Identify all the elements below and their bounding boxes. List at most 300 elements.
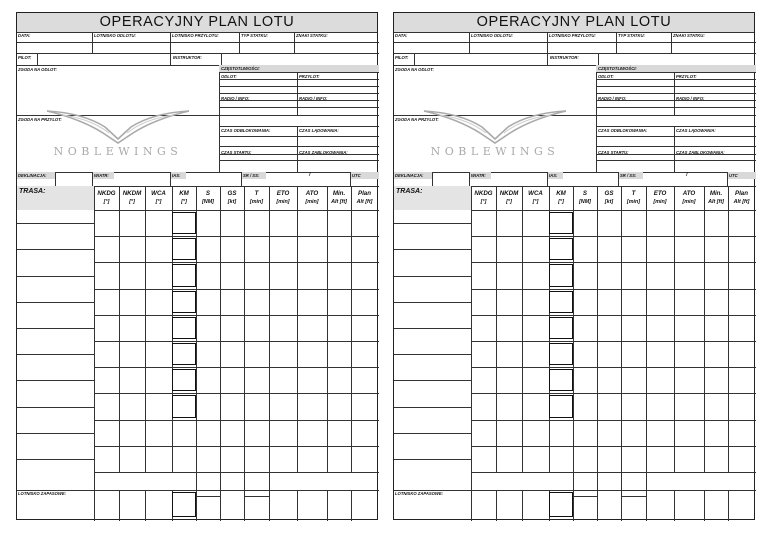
cell-min[interactable] <box>327 236 351 262</box>
cell-ato[interactable] <box>297 262 327 288</box>
cell-ato[interactable] <box>674 420 704 446</box>
cell-eto[interactable] <box>646 341 674 367</box>
cell-s[interactable] <box>196 289 220 315</box>
pilot-field[interactable] <box>37 53 170 65</box>
label-ias: IAS: <box>549 173 558 178</box>
cell-ato[interactable] <box>674 236 704 262</box>
cell-nkdg[interactable] <box>471 367 496 393</box>
cell-nkdg[interactable] <box>471 315 496 341</box>
cell-nkdg[interactable] <box>471 236 496 262</box>
cell-nkdg[interactable] <box>94 315 119 341</box>
label-przylot: PRZYLOT: <box>676 74 697 79</box>
cell-s[interactable] <box>573 289 597 315</box>
ias-field[interactable] <box>186 172 241 186</box>
cell-s[interactable] <box>573 420 597 446</box>
cell-nkdg[interactable] <box>94 262 119 288</box>
cell-gs[interactable] <box>597 393 621 419</box>
cell-s[interactable] <box>573 236 597 262</box>
cell-ato[interactable] <box>297 367 327 393</box>
departure-airport-field[interactable] <box>469 42 547 53</box>
cell-nkdg[interactable] <box>471 446 496 472</box>
cell-plan[interactable] <box>728 210 755 236</box>
label-zgoda-odlot: ZGODA NA ODLOT: <box>18 67 57 72</box>
alternate-cell-plan[interactable] <box>728 490 755 521</box>
cell-s[interactable] <box>196 315 220 341</box>
cell-nkdm[interactable] <box>496 393 522 419</box>
alternate-cell-wca[interactable] <box>145 490 172 521</box>
cell-ato[interactable] <box>297 393 327 419</box>
alternate-cell-ato[interactable] <box>674 490 704 521</box>
cell-s[interactable] <box>573 210 597 236</box>
cell-min[interactable] <box>327 341 351 367</box>
alternate-cell-min[interactable] <box>704 490 728 521</box>
cell-plan[interactable] <box>351 420 378 446</box>
cell-eto[interactable] <box>269 236 297 262</box>
cell-gs[interactable] <box>597 315 621 341</box>
cell-eto[interactable] <box>646 393 674 419</box>
cell-nkdm[interactable] <box>496 236 522 262</box>
aircraft-type-field[interactable] <box>239 42 294 53</box>
cell-t[interactable] <box>244 289 269 315</box>
alternate-airport-field[interactable] <box>394 490 471 521</box>
cell-t[interactable] <box>244 393 269 419</box>
cell-nkdm[interactable] <box>119 446 145 472</box>
alternate-cell-wca[interactable] <box>522 490 549 521</box>
alternate-cell-nkdm[interactable] <box>496 490 522 521</box>
cell-min[interactable] <box>327 315 351 341</box>
route-label: TRASA: <box>396 188 423 195</box>
cell-eto[interactable] <box>269 262 297 288</box>
cell-eto[interactable] <box>269 210 297 236</box>
cell-nkdg[interactable] <box>94 236 119 262</box>
km-highlight-box <box>172 317 196 339</box>
cell-nkdg[interactable] <box>471 289 496 315</box>
cell-eto[interactable] <box>646 315 674 341</box>
col-header-nkdm: NKDM [°] <box>122 190 142 205</box>
cell-gs[interactable] <box>220 446 244 472</box>
cell-t[interactable] <box>621 341 646 367</box>
km-highlight-box <box>172 238 196 260</box>
cell-gs[interactable] <box>220 420 244 446</box>
label-typ-statku: TYP STATKU: <box>618 33 645 38</box>
cell-nkdg[interactable] <box>94 446 119 472</box>
cell-eto[interactable] <box>269 446 297 472</box>
cell-min[interactable] <box>704 393 728 419</box>
cell-plan[interactable] <box>728 420 755 446</box>
cell-nkdg[interactable] <box>94 210 119 236</box>
cell-nkdm[interactable] <box>119 262 145 288</box>
alternate-cell-nkdm[interactable] <box>119 490 145 521</box>
cell-t[interactable] <box>621 315 646 341</box>
sunrise-sunset-separator: / <box>686 172 688 178</box>
cell-wca[interactable] <box>145 420 172 446</box>
cell-ato[interactable] <box>297 210 327 236</box>
cell-plan[interactable] <box>728 393 755 419</box>
route-waypoint-field[interactable] <box>394 382 471 406</box>
cell-km[interactable] <box>549 446 573 472</box>
cell-ato[interactable] <box>297 315 327 341</box>
cell-plan[interactable] <box>351 341 378 367</box>
route-waypoint-field[interactable] <box>17 409 94 433</box>
cell-t[interactable] <box>621 446 646 472</box>
route-waypoint-field[interactable] <box>17 356 94 380</box>
alternate-cell-nkdg[interactable] <box>471 490 496 521</box>
cell-s[interactable] <box>196 393 220 419</box>
cell-wca[interactable] <box>145 393 172 419</box>
cell-ato[interactable] <box>674 262 704 288</box>
alternate-cell-km[interactable] <box>172 490 196 521</box>
cell-nkdg[interactable] <box>94 341 119 367</box>
cell-s[interactable] <box>573 446 597 472</box>
label-utc: UTC <box>729 173 738 178</box>
cell-min[interactable] <box>327 393 351 419</box>
cell-plan[interactable] <box>351 367 378 393</box>
cell-ato[interactable] <box>674 446 704 472</box>
cell-nkdm[interactable] <box>496 210 522 236</box>
cell-plan[interactable] <box>728 289 755 315</box>
cell-plan[interactable] <box>351 210 378 236</box>
cell-s[interactable] <box>573 315 597 341</box>
cell-nkdg[interactable] <box>94 393 119 419</box>
cell-eto[interactable] <box>269 393 297 419</box>
cell-wca[interactable] <box>145 446 172 472</box>
cell-km[interactable] <box>172 420 196 446</box>
cell-t[interactable] <box>244 262 269 288</box>
cell-s[interactable] <box>196 446 220 472</box>
km-highlight-box <box>549 343 573 365</box>
cell-wca[interactable] <box>145 367 172 393</box>
cell-s[interactable] <box>196 420 220 446</box>
cell-wca[interactable] <box>522 420 549 446</box>
cell-nkdm[interactable] <box>119 393 145 419</box>
sr-ss-field[interactable] <box>643 172 727 186</box>
declination-field[interactable] <box>55 172 92 186</box>
cell-nkdm[interactable] <box>119 236 145 262</box>
aircraft-reg-field[interactable] <box>294 42 379 53</box>
cell-min[interactable] <box>704 315 728 341</box>
cell-t[interactable] <box>244 341 269 367</box>
km-highlight-box <box>172 264 196 286</box>
cell-eto[interactable] <box>646 420 674 446</box>
col-header-s: S [NM] <box>202 190 214 205</box>
cell-min[interactable] <box>704 341 728 367</box>
cell-t[interactable] <box>244 420 269 446</box>
arrival-airport-field[interactable] <box>547 42 616 53</box>
alternate-cell-gs[interactable] <box>220 490 244 521</box>
cell-ato[interactable] <box>674 341 704 367</box>
aircraft-reg-field[interactable] <box>671 42 756 53</box>
cell-gs[interactable] <box>220 210 244 236</box>
cell-t[interactable] <box>621 262 646 288</box>
cell-t[interactable] <box>621 420 646 446</box>
cell-ato[interactable] <box>674 289 704 315</box>
cell-ato[interactable] <box>674 393 704 419</box>
alternate-cell-t[interactable] <box>621 490 646 521</box>
cell-plan[interactable] <box>728 446 755 472</box>
cell-eto[interactable] <box>269 367 297 393</box>
cell-ato[interactable] <box>297 446 327 472</box>
cell-s[interactable] <box>573 393 597 419</box>
label-data: DATA: <box>18 33 31 38</box>
cell-s[interactable] <box>196 341 220 367</box>
cell-wca[interactable] <box>522 262 549 288</box>
alternate-cell-min[interactable] <box>327 490 351 521</box>
cell-wca[interactable] <box>522 393 549 419</box>
cell-min[interactable] <box>704 289 728 315</box>
cell-gs[interactable] <box>220 236 244 262</box>
label-deklinacja: DEKLINACJA: <box>395 173 424 178</box>
route-waypoint-field[interactable] <box>17 330 94 354</box>
cell-min[interactable] <box>704 210 728 236</box>
cell-eto[interactable] <box>269 289 297 315</box>
cell-wca[interactable] <box>145 315 172 341</box>
cell-wca[interactable] <box>522 446 549 472</box>
cell-gs[interactable] <box>597 420 621 446</box>
cell-plan[interactable] <box>728 262 755 288</box>
alternate-cell-plan[interactable] <box>351 490 378 521</box>
cell-plan[interactable] <box>351 289 378 315</box>
cell-nkdg[interactable] <box>471 420 496 446</box>
cell-gs[interactable] <box>597 367 621 393</box>
label-radio-info-2: RADIO / INFO: <box>299 96 328 101</box>
cell-gs[interactable] <box>220 341 244 367</box>
alternate-cell-s[interactable] <box>573 490 597 521</box>
cell-gs[interactable] <box>597 289 621 315</box>
cell-min[interactable] <box>704 420 728 446</box>
cell-nkdm[interactable] <box>119 315 145 341</box>
cell-wca[interactable] <box>522 236 549 262</box>
cell-s[interactable] <box>196 236 220 262</box>
cell-nkdg[interactable] <box>471 393 496 419</box>
sr-ss-field[interactable] <box>266 172 350 186</box>
cell-nkdm[interactable] <box>496 367 522 393</box>
cell-min[interactable] <box>704 236 728 262</box>
cell-plan[interactable] <box>728 341 755 367</box>
route-waypoint-field[interactable] <box>17 304 94 328</box>
label-znaki-statku: ZNAKI STATKU: <box>673 33 705 38</box>
label-znaki-statku: ZNAKI STATKU: <box>296 33 328 38</box>
alternate-cell-ato[interactable] <box>297 490 327 521</box>
cell-nkdm[interactable] <box>119 341 145 367</box>
cell-gs[interactable] <box>220 289 244 315</box>
noblewings-logo <box>420 105 570 161</box>
arrival-airport-field[interactable] <box>170 42 239 53</box>
cell-min[interactable] <box>327 210 351 236</box>
route-waypoint-field[interactable] <box>17 251 94 275</box>
cell-gs[interactable] <box>220 393 244 419</box>
cell-km[interactable] <box>172 446 196 472</box>
logo-text: NOBLEWINGS <box>53 145 183 158</box>
cell-nkdm[interactable] <box>496 315 522 341</box>
route-waypoint-field[interactable] <box>394 435 471 459</box>
wind-field[interactable] <box>114 172 170 186</box>
alternate-cell-km[interactable] <box>549 490 573 521</box>
km-highlight-box <box>172 212 196 234</box>
cell-plan[interactable] <box>728 315 755 341</box>
cell-min[interactable] <box>327 262 351 288</box>
cell-wca[interactable] <box>145 262 172 288</box>
cell-s[interactable] <box>573 341 597 367</box>
cell-wca[interactable] <box>522 341 549 367</box>
cell-ato[interactable] <box>674 315 704 341</box>
cell-eto[interactable] <box>269 315 297 341</box>
cell-eto[interactable] <box>646 367 674 393</box>
cell-t[interactable] <box>244 236 269 262</box>
cell-wca[interactable] <box>145 210 172 236</box>
cell-gs[interactable] <box>597 236 621 262</box>
route-waypoint-field[interactable] <box>17 382 94 406</box>
cell-gs[interactable] <box>220 315 244 341</box>
col-header-min: Min. Alt [ft] <box>708 190 724 205</box>
cell-min[interactable] <box>704 446 728 472</box>
cell-km[interactable] <box>549 420 573 446</box>
cell-ato[interactable] <box>297 289 327 315</box>
route-waypoint-field[interactable] <box>394 409 471 433</box>
cell-ato[interactable] <box>674 210 704 236</box>
col-header-plan: Plan Alt [ft] <box>733 190 750 205</box>
cell-plan[interactable] <box>728 236 755 262</box>
cell-t[interactable] <box>244 367 269 393</box>
aircraft-type-field[interactable] <box>616 42 671 53</box>
cell-s[interactable] <box>573 262 597 288</box>
instructor-field[interactable] <box>221 53 379 65</box>
col-header-min: Min. Alt [ft] <box>331 190 347 205</box>
alternate-cell-nkdg[interactable] <box>94 490 119 521</box>
cell-plan[interactable] <box>351 236 378 262</box>
cell-t[interactable] <box>621 367 646 393</box>
cell-t[interactable] <box>244 446 269 472</box>
cell-nkdg[interactable] <box>471 262 496 288</box>
route-waypoint-field[interactable] <box>17 199 94 223</box>
cell-nkdg[interactable] <box>94 289 119 315</box>
route-waypoint-field[interactable] <box>394 225 471 249</box>
cell-t[interactable] <box>621 236 646 262</box>
date-field[interactable] <box>394 42 469 53</box>
km-highlight-box <box>172 343 196 365</box>
cell-eto[interactable] <box>269 341 297 367</box>
col-header-wca: WCA [°] <box>151 190 166 205</box>
cell-gs[interactable] <box>220 367 244 393</box>
cell-nkdg[interactable] <box>471 210 496 236</box>
cell-s[interactable] <box>196 262 220 288</box>
route-waypoint-field[interactable] <box>394 356 471 380</box>
cell-nkdm[interactable] <box>496 420 522 446</box>
cell-wca[interactable] <box>522 367 549 393</box>
label-data: DATA: <box>395 33 408 38</box>
cell-plan[interactable] <box>351 393 378 419</box>
cell-wca[interactable] <box>145 289 172 315</box>
label-radio-info-2: RADIO / INFO: <box>676 96 705 101</box>
alternate-cell-gs[interactable] <box>597 490 621 521</box>
cell-nkdm[interactable] <box>496 262 522 288</box>
cell-nkdg[interactable] <box>94 420 119 446</box>
cell-min[interactable] <box>704 262 728 288</box>
cell-s[interactable] <box>196 210 220 236</box>
route-waypoint-field[interactable] <box>17 435 94 459</box>
cell-nkdm[interactable] <box>119 289 145 315</box>
cell-gs[interactable] <box>597 262 621 288</box>
date-field[interactable] <box>17 42 92 53</box>
ias-field[interactable] <box>563 172 618 186</box>
cell-t[interactable] <box>244 315 269 341</box>
cell-t[interactable] <box>621 393 646 419</box>
cell-wca[interactable] <box>522 210 549 236</box>
route-waypoint-field[interactable] <box>394 330 471 354</box>
cell-wca[interactable] <box>145 341 172 367</box>
route-waypoint-field[interactable] <box>17 225 94 249</box>
cell-nkdg[interactable] <box>94 367 119 393</box>
cell-gs[interactable] <box>597 341 621 367</box>
cell-nkdm[interactable] <box>119 420 145 446</box>
cell-wca[interactable] <box>145 236 172 262</box>
cell-nkdm[interactable] <box>496 289 522 315</box>
cell-s[interactable] <box>573 367 597 393</box>
cell-ato[interactable] <box>297 341 327 367</box>
cell-min[interactable] <box>327 367 351 393</box>
cell-gs[interactable] <box>597 210 621 236</box>
cell-plan[interactable] <box>728 367 755 393</box>
route-waypoint-field[interactable] <box>394 304 471 328</box>
cell-ato[interactable] <box>674 367 704 393</box>
route-waypoint-field[interactable] <box>394 251 471 275</box>
cell-nkdm[interactable] <box>496 446 522 472</box>
cell-eto[interactable] <box>646 262 674 288</box>
cell-plan[interactable] <box>351 262 378 288</box>
cell-min[interactable] <box>327 289 351 315</box>
alternate-airport-field[interactable] <box>17 490 94 521</box>
cell-nkdm[interactable] <box>119 210 145 236</box>
cell-min[interactable] <box>327 446 351 472</box>
cell-gs[interactable] <box>220 262 244 288</box>
cell-eto[interactable] <box>646 289 674 315</box>
alternate-cell-eto[interactable] <box>269 490 297 521</box>
route-waypoint-field[interactable] <box>394 199 471 223</box>
cell-ato[interactable] <box>297 236 327 262</box>
cell-nkdm[interactable] <box>496 341 522 367</box>
cell-eto[interactable] <box>646 446 674 472</box>
flight-plan-form-right <box>393 12 755 520</box>
wind-field[interactable] <box>491 172 547 186</box>
cell-nkdg[interactable] <box>471 341 496 367</box>
route-waypoint-field[interactable] <box>17 278 94 302</box>
instructor-field[interactable] <box>598 53 756 65</box>
alternate-cell-eto[interactable] <box>646 490 674 521</box>
cell-eto[interactable] <box>269 420 297 446</box>
cell-plan[interactable] <box>351 446 378 472</box>
cell-ato[interactable] <box>297 420 327 446</box>
cell-t[interactable] <box>621 210 646 236</box>
cell-s[interactable] <box>196 367 220 393</box>
cell-wca[interactable] <box>522 315 549 341</box>
cell-min[interactable] <box>327 420 351 446</box>
departure-airport-field[interactable] <box>92 42 170 53</box>
cell-plan[interactable] <box>351 315 378 341</box>
cell-min[interactable] <box>704 367 728 393</box>
cell-wca[interactable] <box>522 289 549 315</box>
cell-t[interactable] <box>244 210 269 236</box>
cell-nkdm[interactable] <box>119 367 145 393</box>
alternate-cell-t[interactable] <box>244 490 269 521</box>
route-waypoint-field[interactable] <box>394 278 471 302</box>
cell-eto[interactable] <box>646 236 674 262</box>
cell-gs[interactable] <box>597 446 621 472</box>
cell-t[interactable] <box>621 289 646 315</box>
alternate-cell-s[interactable] <box>196 490 220 521</box>
pilot-field[interactable] <box>414 53 547 65</box>
declination-field[interactable] <box>432 172 469 186</box>
cell-eto[interactable] <box>646 210 674 236</box>
col-header-s: S [NM] <box>579 190 591 205</box>
